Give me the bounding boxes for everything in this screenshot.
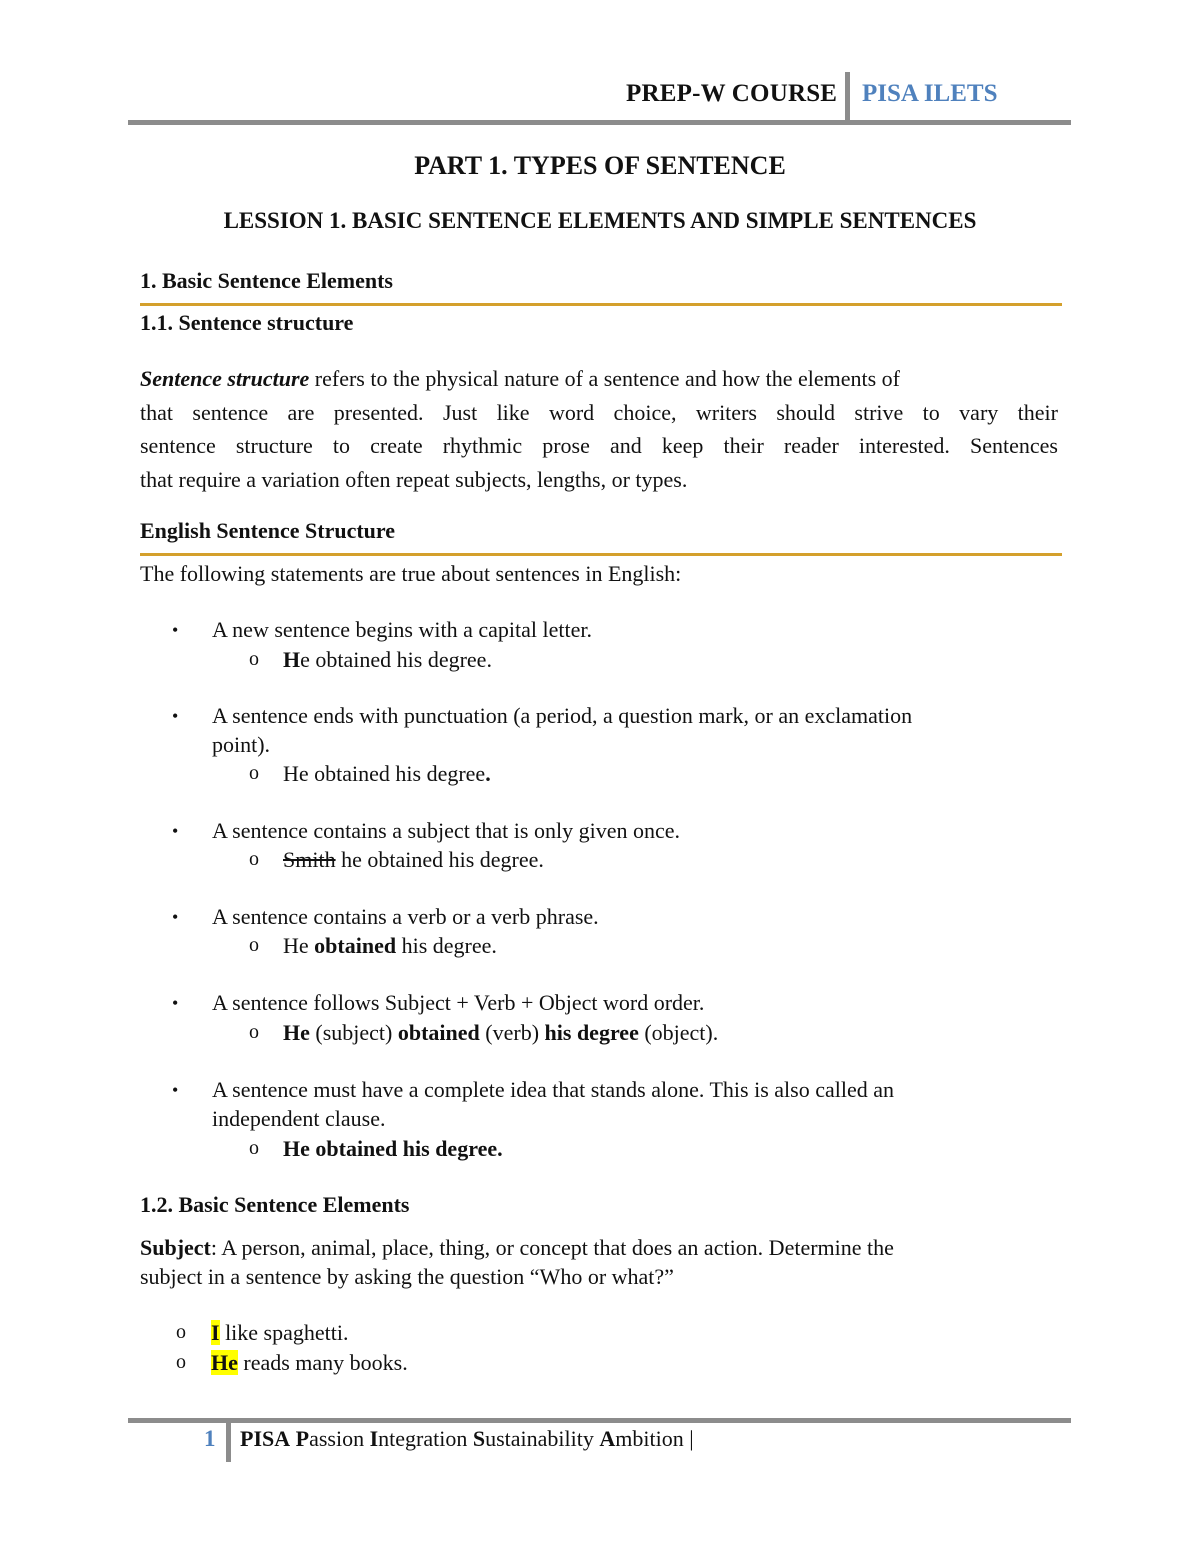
sub-bullet-icon: o: [249, 648, 259, 670]
subject-definition-line-2: subject in a sentence by asking the question “Who or what?”: [140, 1264, 674, 1289]
bullet-item-continuation: independent clause.: [212, 1106, 386, 1131]
sub-bullet-icon: o: [249, 1021, 259, 1043]
highlighted-subject: I: [211, 1320, 220, 1345]
sub-bullet-icon: o: [249, 762, 259, 784]
bullet-icon: •: [172, 821, 179, 841]
bullet-icon: •: [172, 706, 179, 726]
page-number: 1: [204, 1426, 216, 1451]
bullet-item: A sentence contains a verb or a verb phrase.: [212, 904, 599, 929]
example-sentence: He obtained his degree.: [283, 647, 492, 672]
footer-rule: [128, 1418, 1071, 1423]
subject-label: Subject: [140, 1235, 211, 1260]
term-sentence-structure: Sentence structure: [140, 366, 310, 391]
bullet-item: A sentence ends with punctuation (a period, a question mark, or an exclamation: [212, 703, 913, 728]
bullet-item-continuation: point).: [212, 732, 271, 757]
paragraph-line-1: Sentence structure refers to the physical nature of a sentence and how the elements of: [140, 366, 901, 391]
lesson-title: LESSION 1. BASIC SENTENCE ELEMENTS AND SIMPLE SENTENCES: [223, 208, 977, 233]
paragraph-line-2: that sentence are presented. Just like word choice, writers should strive to vary their: [140, 399, 1058, 425]
paragraph-line-3: sentence structure to create rhythmic prose and keep their reader interested. Sentences: [140, 433, 1058, 458]
sub-bullet-icon: o: [176, 1321, 186, 1343]
sentence-structure-paragraph: [140, 362, 1058, 496]
example-sentence: He obtained his degree.: [283, 761, 491, 786]
bullet-icon: •: [172, 907, 179, 927]
example-sentence: He obtained his degree.: [283, 1136, 503, 1161]
header-course-title: PREP-W COURSE: [626, 80, 838, 107]
bullet-icon: •: [172, 1080, 179, 1100]
example-sentence: He (subject) obtained (verb) his degree (object).: [283, 1020, 719, 1045]
struck-word: Smith: [283, 847, 336, 872]
sub-bullet-icon: o: [249, 934, 259, 956]
bullet-icon: •: [172, 620, 179, 640]
bullet-item: A sentence contains a subject that is only given once.: [212, 818, 680, 843]
bullet-item: A sentence must have a complete idea that stands alone. This is also called an: [212, 1077, 894, 1102]
paragraph-line-4: that require a variation often repeat subjects, lengths, or types.: [140, 466, 688, 492]
english-structure-heading: English Sentence Structure: [140, 518, 396, 543]
bullet-icon: •: [172, 993, 179, 1013]
header-brand: PISA ILETS: [862, 80, 998, 107]
footer-tagline: PISA Passion Integration Sustainability Ambition |: [240, 1426, 694, 1451]
section-heading: 1. Basic Sentence Elements: [140, 268, 393, 293]
english-structure-intro: The following statements are true about sentences in English:: [140, 561, 682, 586]
subject-example: He reads many books.: [211, 1350, 408, 1375]
bullet-item: A sentence follows Subject + Verb + Object word order.: [212, 990, 705, 1015]
subsection-heading: 1.1. Sentence structure: [140, 310, 354, 335]
sub-bullet-icon: o: [176, 1351, 186, 1373]
header-rule: [128, 120, 1071, 125]
bullet-item: A new sentence begins with a capital letter.: [212, 617, 592, 642]
footer-separator: [226, 1422, 231, 1462]
subject-example: I like spaghetti.: [211, 1320, 349, 1345]
example-sentence: Smith he obtained his degree.: [283, 847, 544, 872]
sub-bullet-icon: o: [249, 1137, 259, 1159]
part-title: PART 1. TYPES OF SENTENCE: [414, 151, 786, 180]
sub-bullet-icon: o: [249, 848, 259, 870]
subject-definition-line-1: Subject: A person, animal, place, thing, or concept that does an action. Determine the: [140, 1235, 894, 1260]
header-separator: [845, 72, 850, 120]
elements-heading: 1.2. Basic Sentence Elements: [140, 1192, 410, 1217]
highlighted-subject: He: [211, 1350, 238, 1375]
section-heading-rule: [140, 303, 1062, 306]
english-structure-rule: [140, 553, 1062, 556]
example-sentence: He obtained his degree.: [283, 933, 497, 958]
